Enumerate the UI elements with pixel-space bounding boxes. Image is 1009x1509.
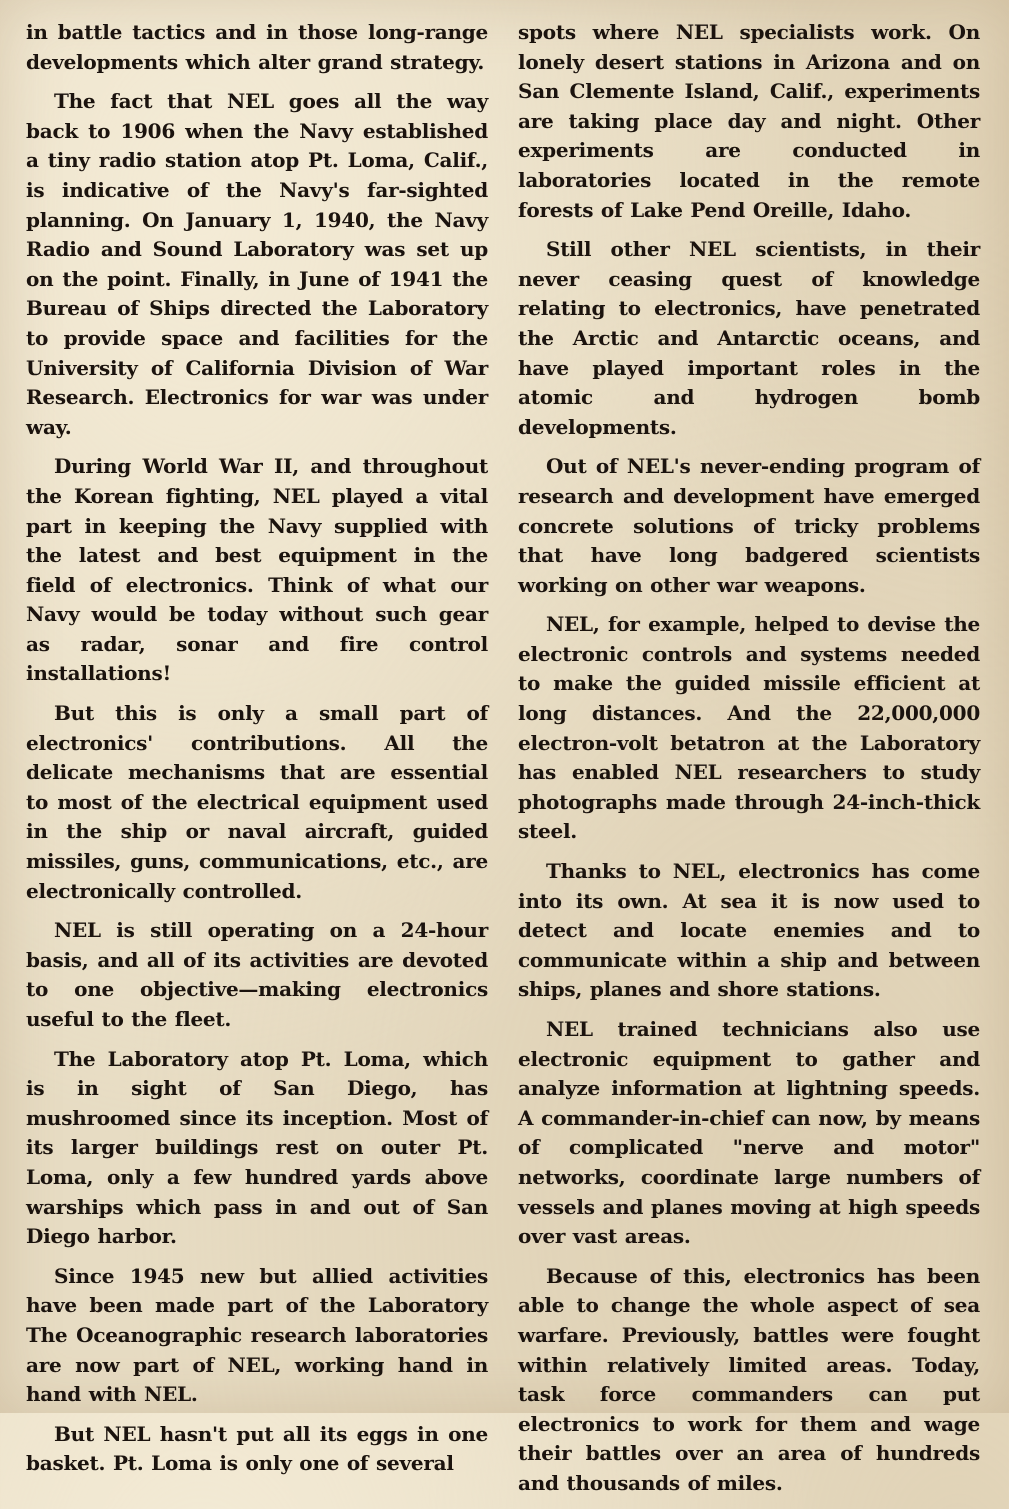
paragraph-right-7: Because of this, electronics has been able to change the whole aspect of sea warfare. Previously, battles were fought within relatively limited areas. Today, task force commanders can put electronics to work for them and wage their battles over an area of hundreds and thousands of miles. [518,1263,980,1495]
paragraph-left-3: During World War II, and throughout the Korean fighting, NEL played a vital part in keeping the Navy supplied with the latest and best equipment in the field of electronics. Think of what our Navy would be today without such gear as radar, sonar and fire control installations! [26,454,488,686]
paragraph-left-7: Since 1945 new but allied activities have been made part of the Laboratory The Oceanographic research laboratories are now part of NEL, working hand in hand with NEL. [26,1263,488,1407]
left-column [26,18,488,1489]
paragraph-right-2: Still other NEL scientists, in their never ceasing quest of knowledge relating to electronics, have penetrated the Arctic and Antarctic oceans, and have played important roles in the atomic and hydrogen bomb developments. [518,237,980,439]
paragraph-left-8: But NEL hasn't put all its eggs in one basket. Pt. Loma is only one of several [26,1421,488,1476]
paragraph-left-6: The Laboratory atop Pt. Loma, which is in sight of San Diego, has mushroomed since its inception. Most of its larger buildings rest on outer Pt. Loma, only a few hundred yards above warships which pass in and out of San Diego harbor. [26,1046,488,1249]
paragraph-right-4: NEL, for example, helped to devise the electronic controls and systems needed to make the guided missile efficient at long distances. And the 22,000,000 electron-volt betatron at the Laboratory has enabled NEL researchers to study photographs made through 24-inch-thick steel. [518,612,980,844]
paragraph-left-5: NEL is still operating on a 24-hour basis, and all of its activities are devoted to one objective—making electronics useful to the fleet. [26,918,488,1031]
paragraph-right-6: NEL trained technicians also use electronic equipment to gather and analyze information at lightning speeds. A commander-in-chief can now, by means of complicated "nerve and motor" networks, coordinate large numbers of vessels and planes moving at high speeds over vast areas. [518,1017,980,1249]
paragraph-right-5: Thanks to NEL, electronics has come into its own. At sea it is now used to detect and locate enemies and to communicate within a ship and between ships, planes and shore stations. [518,859,980,1002]
paragraph-right-3: Out of NEL's never-ending program of research and development have emerged concrete solutions of tricky problems that have long badgered scientists working on other war weapons. [518,454,980,597]
paragraph-left-1: in battle tactics and in those long-range developments which alter grand strategy. [26,20,488,74]
paragraph-right-1: spots where NEL specialists work. On lonely desert stations in Arizona and on San Clemente Island, Calif., experiments are taking place day and night. Other experiments are conducted in laboratories located in the remote forests of Lake Pend Oreille, Idaho. [518,20,980,222]
right-column [518,18,980,1509]
paragraph-left-2: The fact that NEL goes all the way back to 1906 when the Navy established a tiny radio station atop Pt. Loma, Calif., is indicative of the Navy's far-sighted planning. On January 1, 1940, the Navy Radio and Sound Laboratory was set up on the point. Finally, in June of 1941 the Bureau of Ships directed the Laboratory to provide space and facilities for the University of California Division of War Research. Electronics for war was under way. [26,89,488,439]
paragraph-left-4: But this is only a small part of electronics' contributions. All the delicate mechanisms that are essential to most of the electrical equipment used in the ship or naval aircraft, guided missiles, guns, communications, etc., are electronically controlled. [26,701,488,903]
